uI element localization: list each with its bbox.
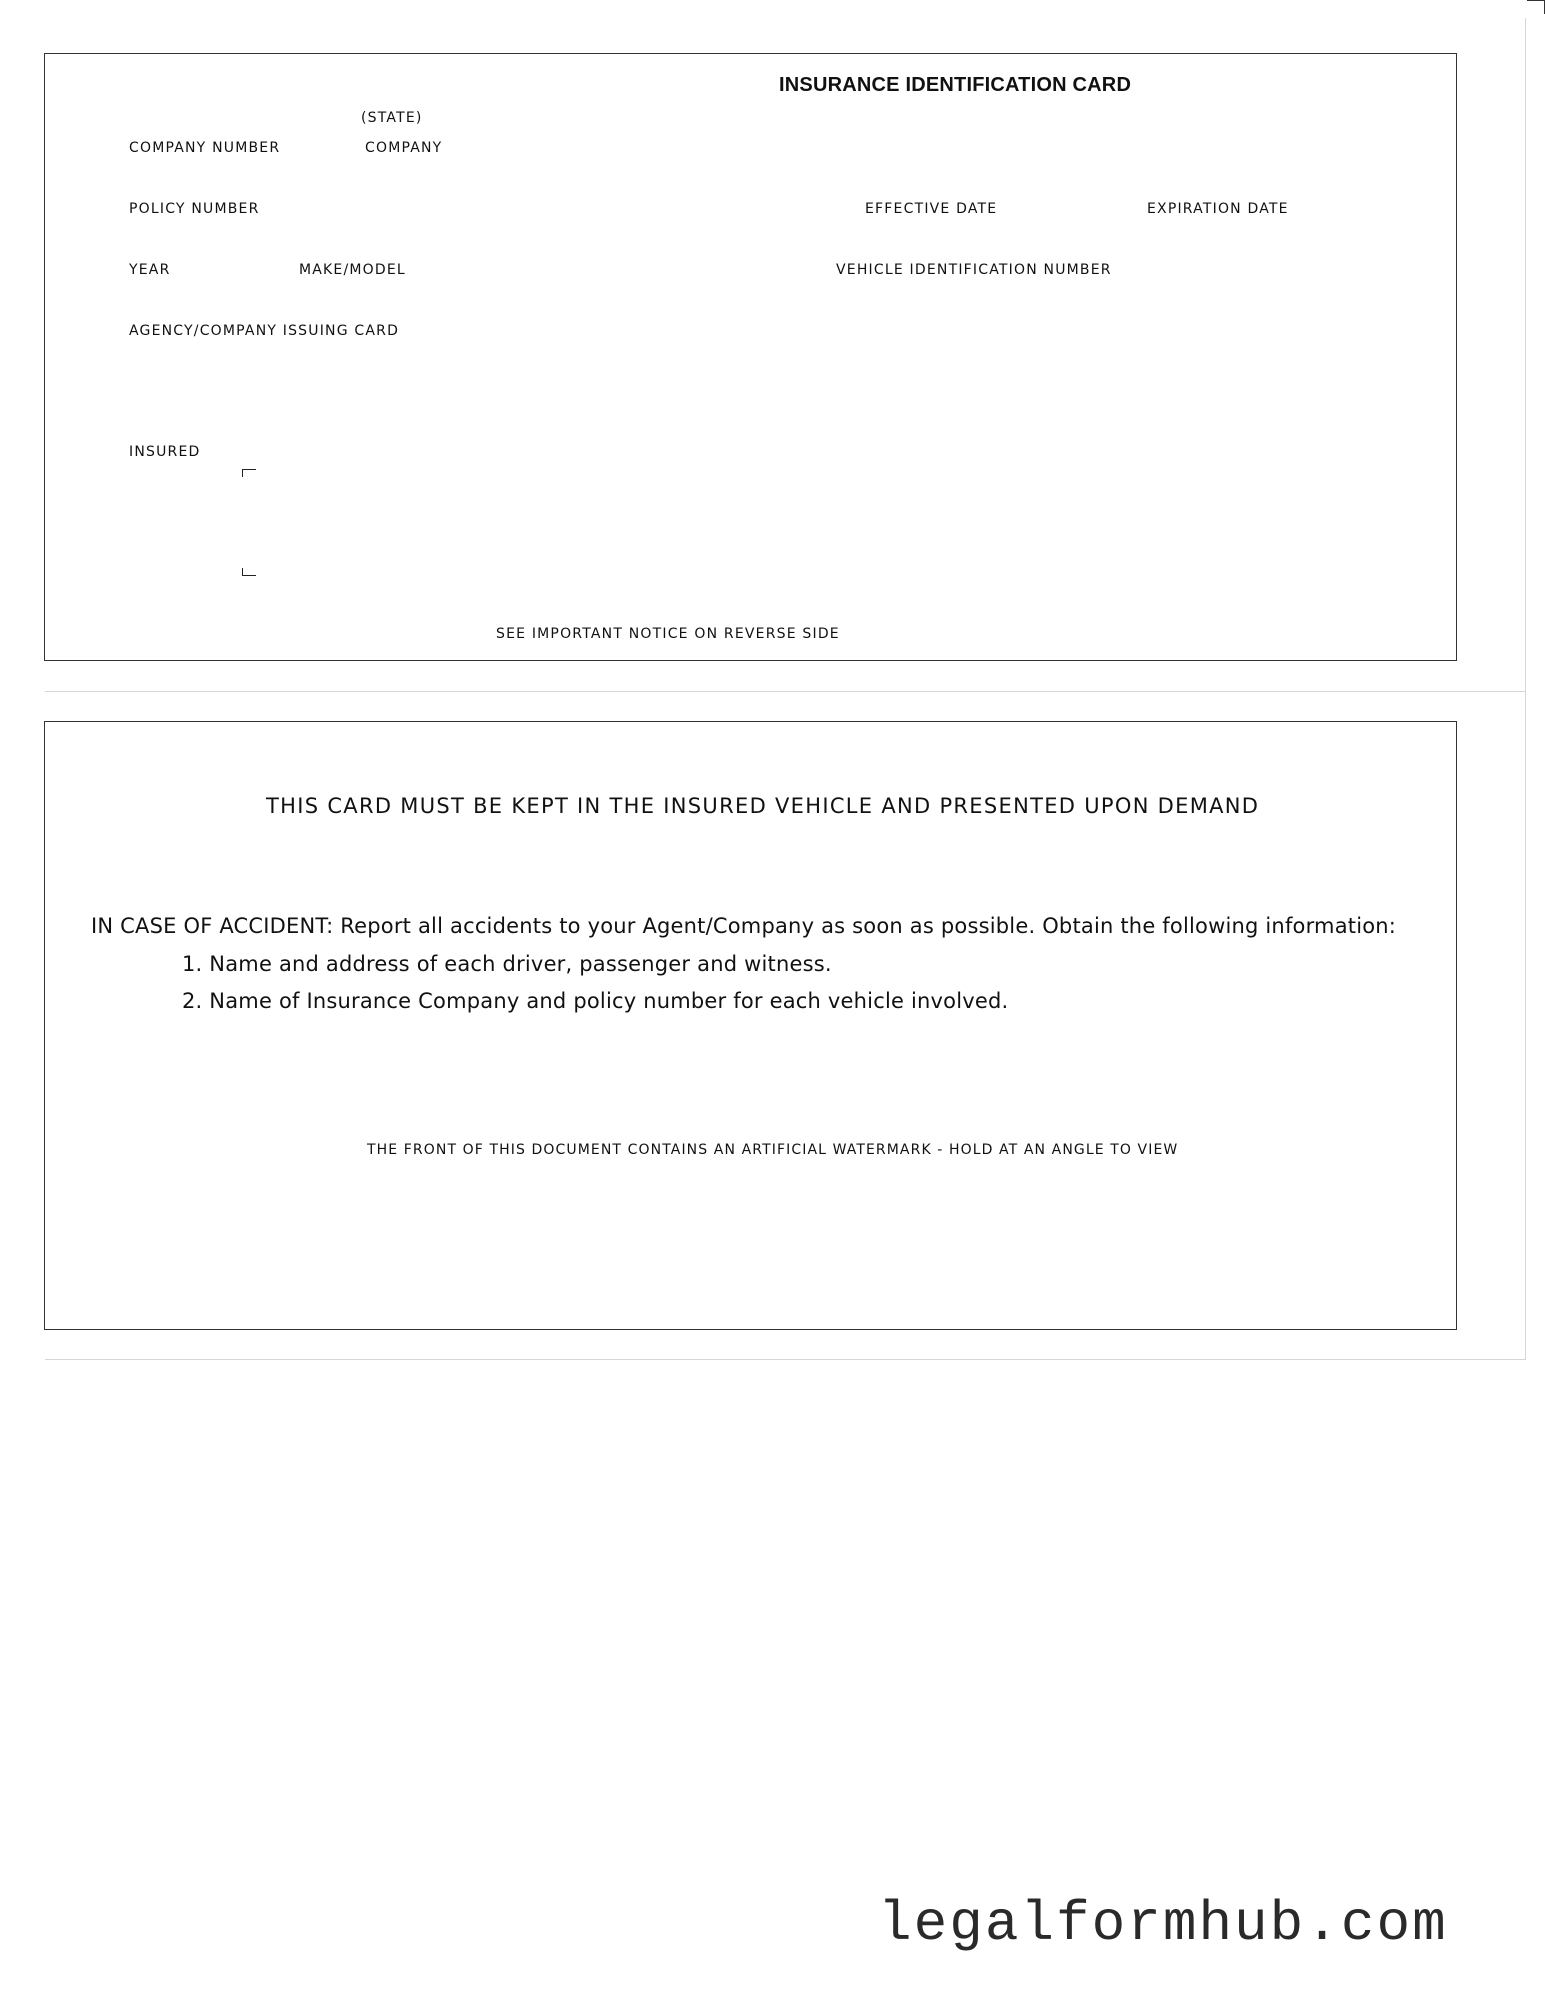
list-item: 2. Name of Insurance Company and policy number for each vehicle involved. (182, 989, 1009, 1013)
accident-instructions: IN CASE OF ACCIDENT: Report all accidents to your Agent/Company as soon as possible. Obtain the following information: (91, 914, 1397, 938)
expiration-date-label: EXPIRATION DATE (1147, 201, 1289, 217)
state-label: (STATE) (361, 110, 423, 126)
site-watermark: legalformhub.com (878, 1892, 1448, 1956)
year-label: YEAR (129, 262, 171, 278)
separator-line (45, 1359, 1525, 1360)
page-edge-line (1525, 18, 1526, 1360)
address-window-top-bracket (242, 469, 256, 477)
card-title: INSURANCE IDENTIFICATION CARD (779, 74, 1132, 96)
corner-crop-mark (1527, 0, 1545, 14)
address-window-bottom-bracket (242, 568, 256, 576)
company-number-label: COMPANY NUMBER (129, 140, 281, 156)
insurance-card-front (44, 53, 1457, 661)
separator-line (45, 691, 1525, 692)
reverse-side-notice: SEE IMPORTANT NOTICE ON REVERSE SIDE (496, 626, 840, 642)
list-item: 1. Name and address of each driver, passenger and witness. (182, 952, 832, 976)
back-heading: THIS CARD MUST BE KEPT IN THE INSURED VEHICLE AND PRESENTED UPON DEMAND (266, 794, 1260, 818)
company-label: COMPANY (365, 140, 443, 156)
make-model-label: MAKE/MODEL (299, 262, 406, 278)
agency-label: AGENCY/COMPANY ISSUING CARD (129, 323, 400, 339)
insurance-card-back (44, 721, 1457, 1330)
effective-date-label: EFFECTIVE DATE (865, 201, 998, 217)
policy-number-label: POLICY NUMBER (129, 201, 260, 217)
insured-label: INSURED (129, 444, 201, 460)
watermark-notice: THE FRONT OF THIS DOCUMENT CONTAINS AN ARTIFICIAL WATERMARK - HOLD AT AN ANGLE TO VIEW (367, 1142, 1179, 1158)
vin-label: VEHICLE IDENTIFICATION NUMBER (836, 262, 1112, 278)
